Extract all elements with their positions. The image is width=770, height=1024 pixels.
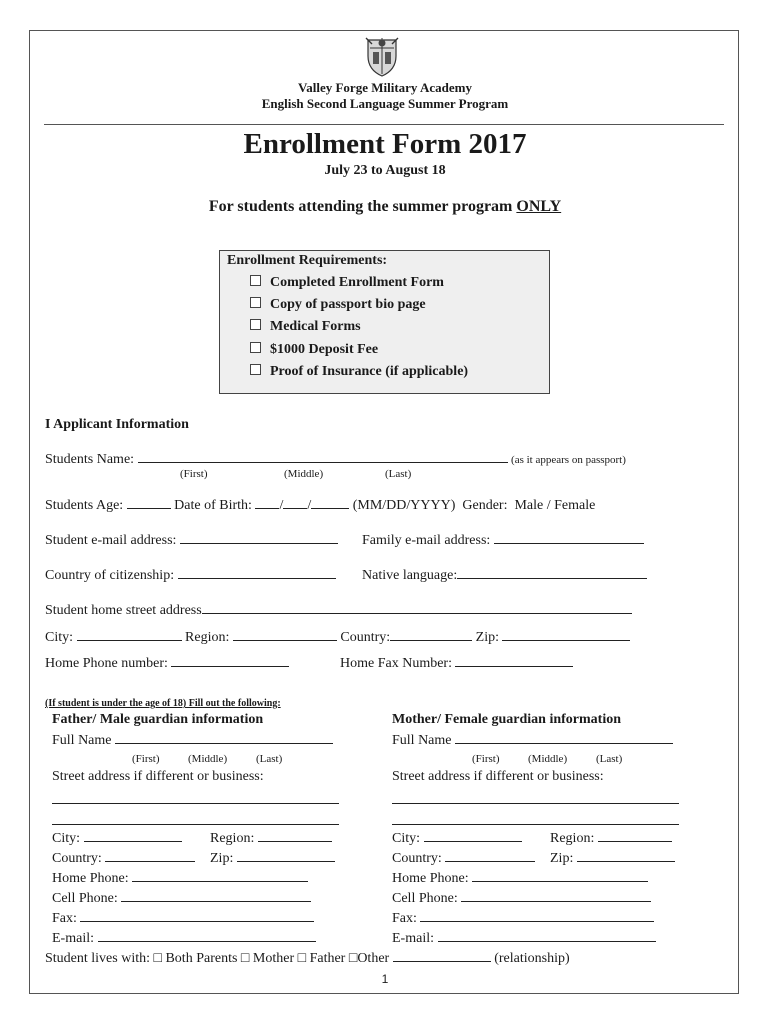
father-option[interactable] (298, 951, 346, 966)
name-first-caption: (First) (180, 468, 208, 480)
father-email-row (52, 930, 316, 947)
region-field[interactable] (233, 629, 337, 641)
street-address-field[interactable] (202, 602, 632, 614)
father-country-field[interactable] (105, 850, 195, 862)
father-fax-label: Fax: (52, 911, 77, 926)
attendance-notice-text: For students attending the summer program (208, 198, 517, 215)
country-label: Country: (340, 630, 391, 645)
requirement-label: $1000 Deposit Fee (270, 342, 379, 357)
mother-cell-phone-field[interactable] (461, 890, 651, 902)
requirement-item (250, 342, 378, 358)
father-home-phone-label: Home Phone: (52, 871, 129, 886)
native-language-label: Native language: (362, 568, 458, 583)
requirement-checkbox[interactable] (250, 364, 261, 375)
gender-options[interactable]: Male / Female (514, 498, 596, 513)
student-email-field[interactable] (180, 532, 338, 544)
home-phone-row (45, 655, 289, 672)
home-fax-label: Home Fax Number: (340, 656, 452, 671)
mother-city-field[interactable] (424, 830, 522, 842)
citizenship-label: Country of citizenship: (45, 568, 175, 583)
requirement-label: Completed Enrollment Form (270, 275, 444, 290)
age-dob-gender-row: Students Age: Date of Birth: / / (MM/DD/YYYY) Gender: Male / Female (45, 498, 596, 513)
requirement-checkbox[interactable] (250, 342, 261, 353)
students-name-row (45, 451, 626, 468)
page-title: Enrollment Form 2017 (243, 128, 527, 160)
requirement-label: Proof of Insurance (if applicable) (270, 364, 469, 379)
mother-full-name-field[interactable] (455, 732, 673, 744)
family-email-label: Family e-mail address: (362, 533, 491, 548)
mother-home-phone-label: Home Phone: (392, 871, 469, 886)
father-zip-label: Zip: (210, 851, 234, 866)
father-city-row (52, 830, 182, 847)
city-region-country-zip-row (45, 629, 630, 646)
other-label: Other (357, 951, 390, 966)
citizenship-row (45, 567, 336, 584)
requirement-checkbox[interactable] (250, 319, 261, 330)
city-field[interactable] (77, 629, 182, 641)
father-country-row (52, 850, 195, 867)
student-email-row (45, 532, 338, 549)
dob-month-field[interactable] (255, 497, 279, 509)
passport-note: (as it appears on passport) (511, 454, 626, 466)
school-name: Valley Forge Military Academy (298, 80, 472, 95)
mother-street-label: Street address if different or business: (392, 769, 604, 784)
father-region-field[interactable] (258, 830, 332, 842)
father-street-field-1[interactable] (52, 803, 339, 804)
mother-cell-phone-label: Cell Phone: (392, 891, 458, 906)
father-cell-phone-label: Cell Phone: (52, 891, 118, 906)
checkbox-icon: □ (240, 951, 250, 966)
father-label: Father (309, 951, 346, 966)
father-section-title: Father/ Male guardian information (52, 712, 264, 727)
family-email-field[interactable] (494, 532, 644, 544)
father-cell-phone-field[interactable] (121, 890, 311, 902)
native-language-row (362, 567, 647, 584)
mother-home-phone-field[interactable] (472, 870, 648, 882)
father-region-row (210, 830, 332, 847)
father-last-caption: (Last) (256, 753, 283, 765)
street-address-row (45, 602, 632, 619)
street-address-label: Student home street address (45, 603, 202, 618)
father-fax-row (52, 910, 314, 927)
country-field[interactable] (390, 629, 472, 641)
program-dates: July 23 to August 18 (324, 163, 446, 178)
mother-city-row (392, 830, 522, 847)
mother-fax-row (392, 910, 654, 927)
father-first-caption: (First) (132, 753, 160, 765)
requirement-checkbox[interactable] (250, 297, 261, 308)
father-email-field[interactable] (98, 930, 316, 942)
mother-region-label: Region: (550, 831, 595, 846)
mother-country-label: Country: (392, 851, 442, 866)
mother-country-field[interactable] (445, 850, 535, 862)
father-city-field[interactable] (84, 830, 182, 842)
requirement-label: Medical Forms (270, 319, 361, 334)
father-full-name-field[interactable] (115, 732, 333, 744)
mother-section-title: Mother/ Female guardian information (392, 712, 622, 727)
home-fax-row (340, 655, 573, 672)
requirement-item (250, 319, 361, 335)
dob-year-field[interactable] (311, 497, 349, 509)
requirements-title: Enrollment Requirements: (227, 253, 388, 268)
mother-label: Mother (252, 951, 295, 966)
students-age-field[interactable] (127, 497, 171, 509)
dob-label: Date of Birth: (174, 498, 252, 513)
mother-cell-phone-row (392, 890, 651, 907)
lives-with-label: Student lives with: (45, 951, 150, 966)
mother-email-field[interactable] (438, 930, 656, 942)
native-language-field[interactable] (457, 567, 647, 579)
mother-fax-label: Fax: (392, 911, 417, 926)
students-name-label: Students Name: (45, 452, 135, 467)
requirement-label: Copy of passport bio page (270, 297, 426, 312)
father-home-phone-field[interactable] (132, 870, 308, 882)
students-name-field[interactable] (138, 451, 508, 463)
mother-street-field-2[interactable] (392, 824, 679, 825)
enrollment-requirements-box (219, 250, 550, 394)
father-street-label: Street address if different or business: (52, 769, 264, 784)
city-label: City: (45, 630, 74, 645)
father-cell-phone-row (52, 890, 311, 907)
mother-middle-caption: (Middle) (528, 753, 568, 765)
mother-full-name-label: Full Name (392, 733, 452, 748)
checkbox-icon: □ (297, 951, 307, 966)
father-country-label: Country: (52, 851, 102, 866)
dob-format: (MM/DD/YYYY) (352, 498, 456, 513)
lives-with-row (45, 950, 570, 967)
mother-zip-field[interactable] (577, 850, 675, 862)
requirement-checkbox[interactable] (250, 275, 261, 286)
dob-day-field[interactable] (283, 497, 307, 509)
other-option[interactable] (349, 951, 389, 966)
academy-crest-logo (364, 34, 400, 78)
region-label: Region: (185, 630, 230, 645)
father-full-name-label: Full Name (52, 733, 112, 748)
mother-fax-field[interactable] (420, 910, 654, 922)
mother-full-name-row (392, 732, 673, 749)
both-parents-option[interactable] (154, 951, 238, 966)
students-age-label: Students Age: (45, 498, 124, 513)
mother-email-row (392, 930, 656, 947)
mother-home-phone-row (392, 870, 648, 887)
father-home-phone-row (52, 870, 308, 887)
mother-first-caption: (First) (472, 753, 500, 765)
home-fax-field[interactable] (455, 655, 573, 667)
mother-region-row (550, 830, 672, 847)
home-phone-label: Home Phone number: (45, 656, 168, 671)
relationship-label: (relationship) (494, 951, 570, 966)
requirement-item (250, 364, 468, 380)
mother-zip-row (550, 850, 675, 867)
family-email-row (362, 532, 644, 549)
checkbox-icon: □ (348, 951, 358, 966)
guardian-note: (If student is under the age of 18) Fill out the following: (45, 698, 281, 709)
header-divider (44, 124, 724, 125)
father-street-field-2[interactable] (52, 824, 339, 825)
checkbox-icon: □ (153, 951, 162, 966)
father-email-label: E-mail: (52, 931, 94, 946)
requirement-item (250, 275, 444, 291)
name-middle-caption: (Middle) (284, 468, 324, 480)
father-city-label: City: (52, 831, 81, 846)
zip-label: Zip: (475, 630, 499, 645)
both-parents-label: Both Parents (165, 951, 238, 966)
father-region-label: Region: (210, 831, 255, 846)
requirement-item (250, 297, 426, 313)
mother-city-label: City: (392, 831, 421, 846)
relationship-field[interactable] (393, 950, 491, 962)
father-zip-row (210, 850, 335, 867)
applicant-section-title: I Applicant Information (45, 417, 189, 432)
home-phone-field[interactable] (171, 655, 289, 667)
father-middle-caption: (Middle) (188, 753, 228, 765)
mother-zip-label: Zip: (550, 851, 574, 866)
mother-email-label: E-mail: (392, 931, 434, 946)
program-name: English Second Language Summer Program (261, 96, 509, 111)
citizenship-field[interactable] (178, 567, 336, 579)
mother-option[interactable] (241, 951, 294, 966)
name-last-caption: (Last) (385, 468, 412, 480)
page-number: 1 (381, 972, 389, 986)
attendance-notice (0, 198, 770, 216)
attendance-notice-emphasis: ONLY (516, 198, 562, 215)
mother-last-caption: (Last) (596, 753, 623, 765)
father-fax-field[interactable] (80, 910, 314, 922)
mother-street-field-1[interactable] (392, 803, 679, 804)
mother-region-field[interactable] (598, 830, 672, 842)
father-full-name-row (52, 732, 333, 749)
mother-country-row (392, 850, 535, 867)
gender-label: Gender: (462, 498, 508, 513)
student-email-label: Student e-mail address: (45, 533, 177, 548)
zip-field[interactable] (502, 629, 630, 641)
father-zip-field[interactable] (237, 850, 335, 862)
